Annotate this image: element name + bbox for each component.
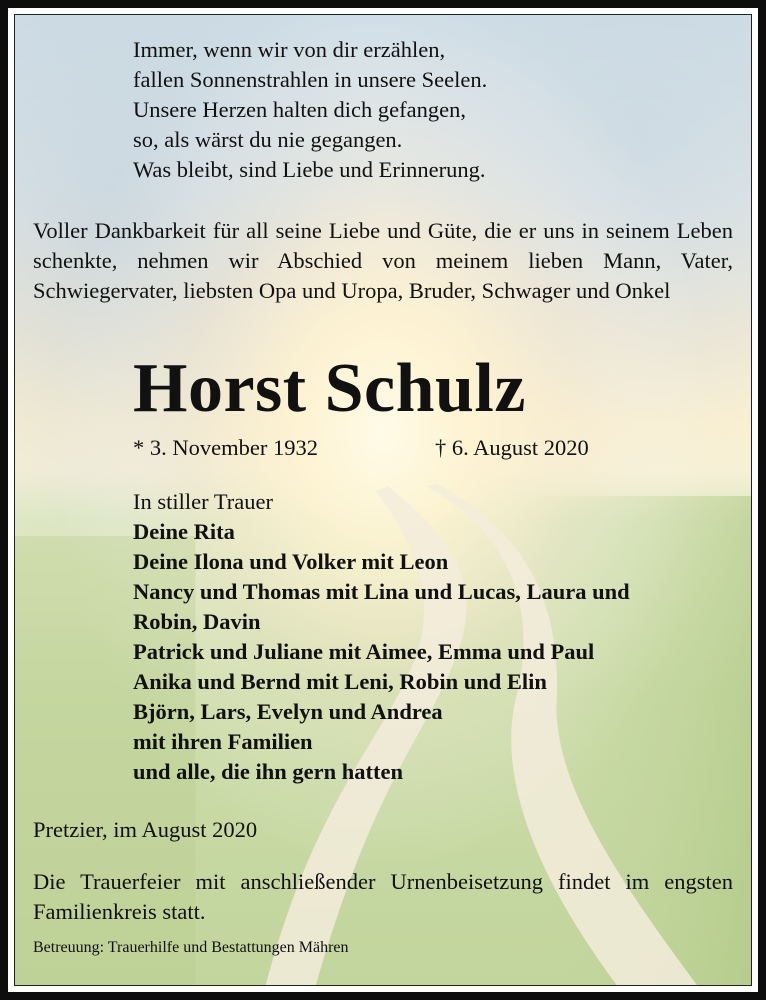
- obituary-content: [15, 15, 751, 985]
- place-date: Pretzier, im August 2020: [33, 817, 258, 842]
- poem-line: so, als wärst du nie gegangen.: [133, 127, 403, 152]
- poem-line: Immer, wenn wir von dir erzählen,: [133, 37, 446, 62]
- mourner-line: mit ihren Familien: [133, 729, 313, 754]
- deceased-name: Horst Schulz: [133, 350, 526, 427]
- intro-paragraph: Voller Dankbarkeit für all seine Liebe und Güte, die er uns in seinem Leben schenkte, nehmen wir Abschied von meinem lieben Mann, Vater, Schwiegervater, liebsten Opa und Uropa, Bruder, Schwager und Onkel: [33, 218, 733, 303]
- poem-line: Unsere Herzen halten dich gefangen,: [133, 97, 466, 122]
- obituary-panel: [14, 14, 752, 986]
- death-date: † 6. August 2020: [435, 435, 589, 460]
- mourner-line: Björn, Lars, Evelyn und Andrea: [133, 699, 443, 724]
- mourner-line: und alle, die ihn gern hatten: [133, 759, 404, 784]
- poem-line: fallen Sonnenstrahlen in unsere Seelen.: [133, 67, 488, 92]
- mourner-line: Anika und Bernd mit Leni, Robin und Elin: [133, 669, 547, 694]
- mourner-line: Deine Ilona und Volker mit Leon: [133, 549, 449, 574]
- mourning-lead: In stiller Trauer: [133, 489, 273, 514]
- funeral-service-credit: Betreuung: Trauerhilfe und Bestattungen Mähren: [33, 939, 349, 956]
- poem: [133, 35, 487, 185]
- mourner-line: Patrick und Juliane mit Aimee, Emma und Paul: [133, 639, 595, 664]
- poem-line: Was bleibt, sind Liebe und Erinnerung.: [133, 157, 486, 182]
- mourners-list: [133, 487, 630, 787]
- funeral-note: Die Trauerfeier mit anschließender Urnenbeisetzung findet im engsten Familienkreis statt.: [33, 869, 733, 924]
- birth-date: * 3. November 1932: [133, 435, 318, 460]
- mourner-line: Robin, Davin: [133, 609, 261, 634]
- mourner-line: Nancy und Thomas mit Lina und Lucas, Laura und: [133, 579, 630, 604]
- mourner-line: Deine Rita: [133, 519, 235, 544]
